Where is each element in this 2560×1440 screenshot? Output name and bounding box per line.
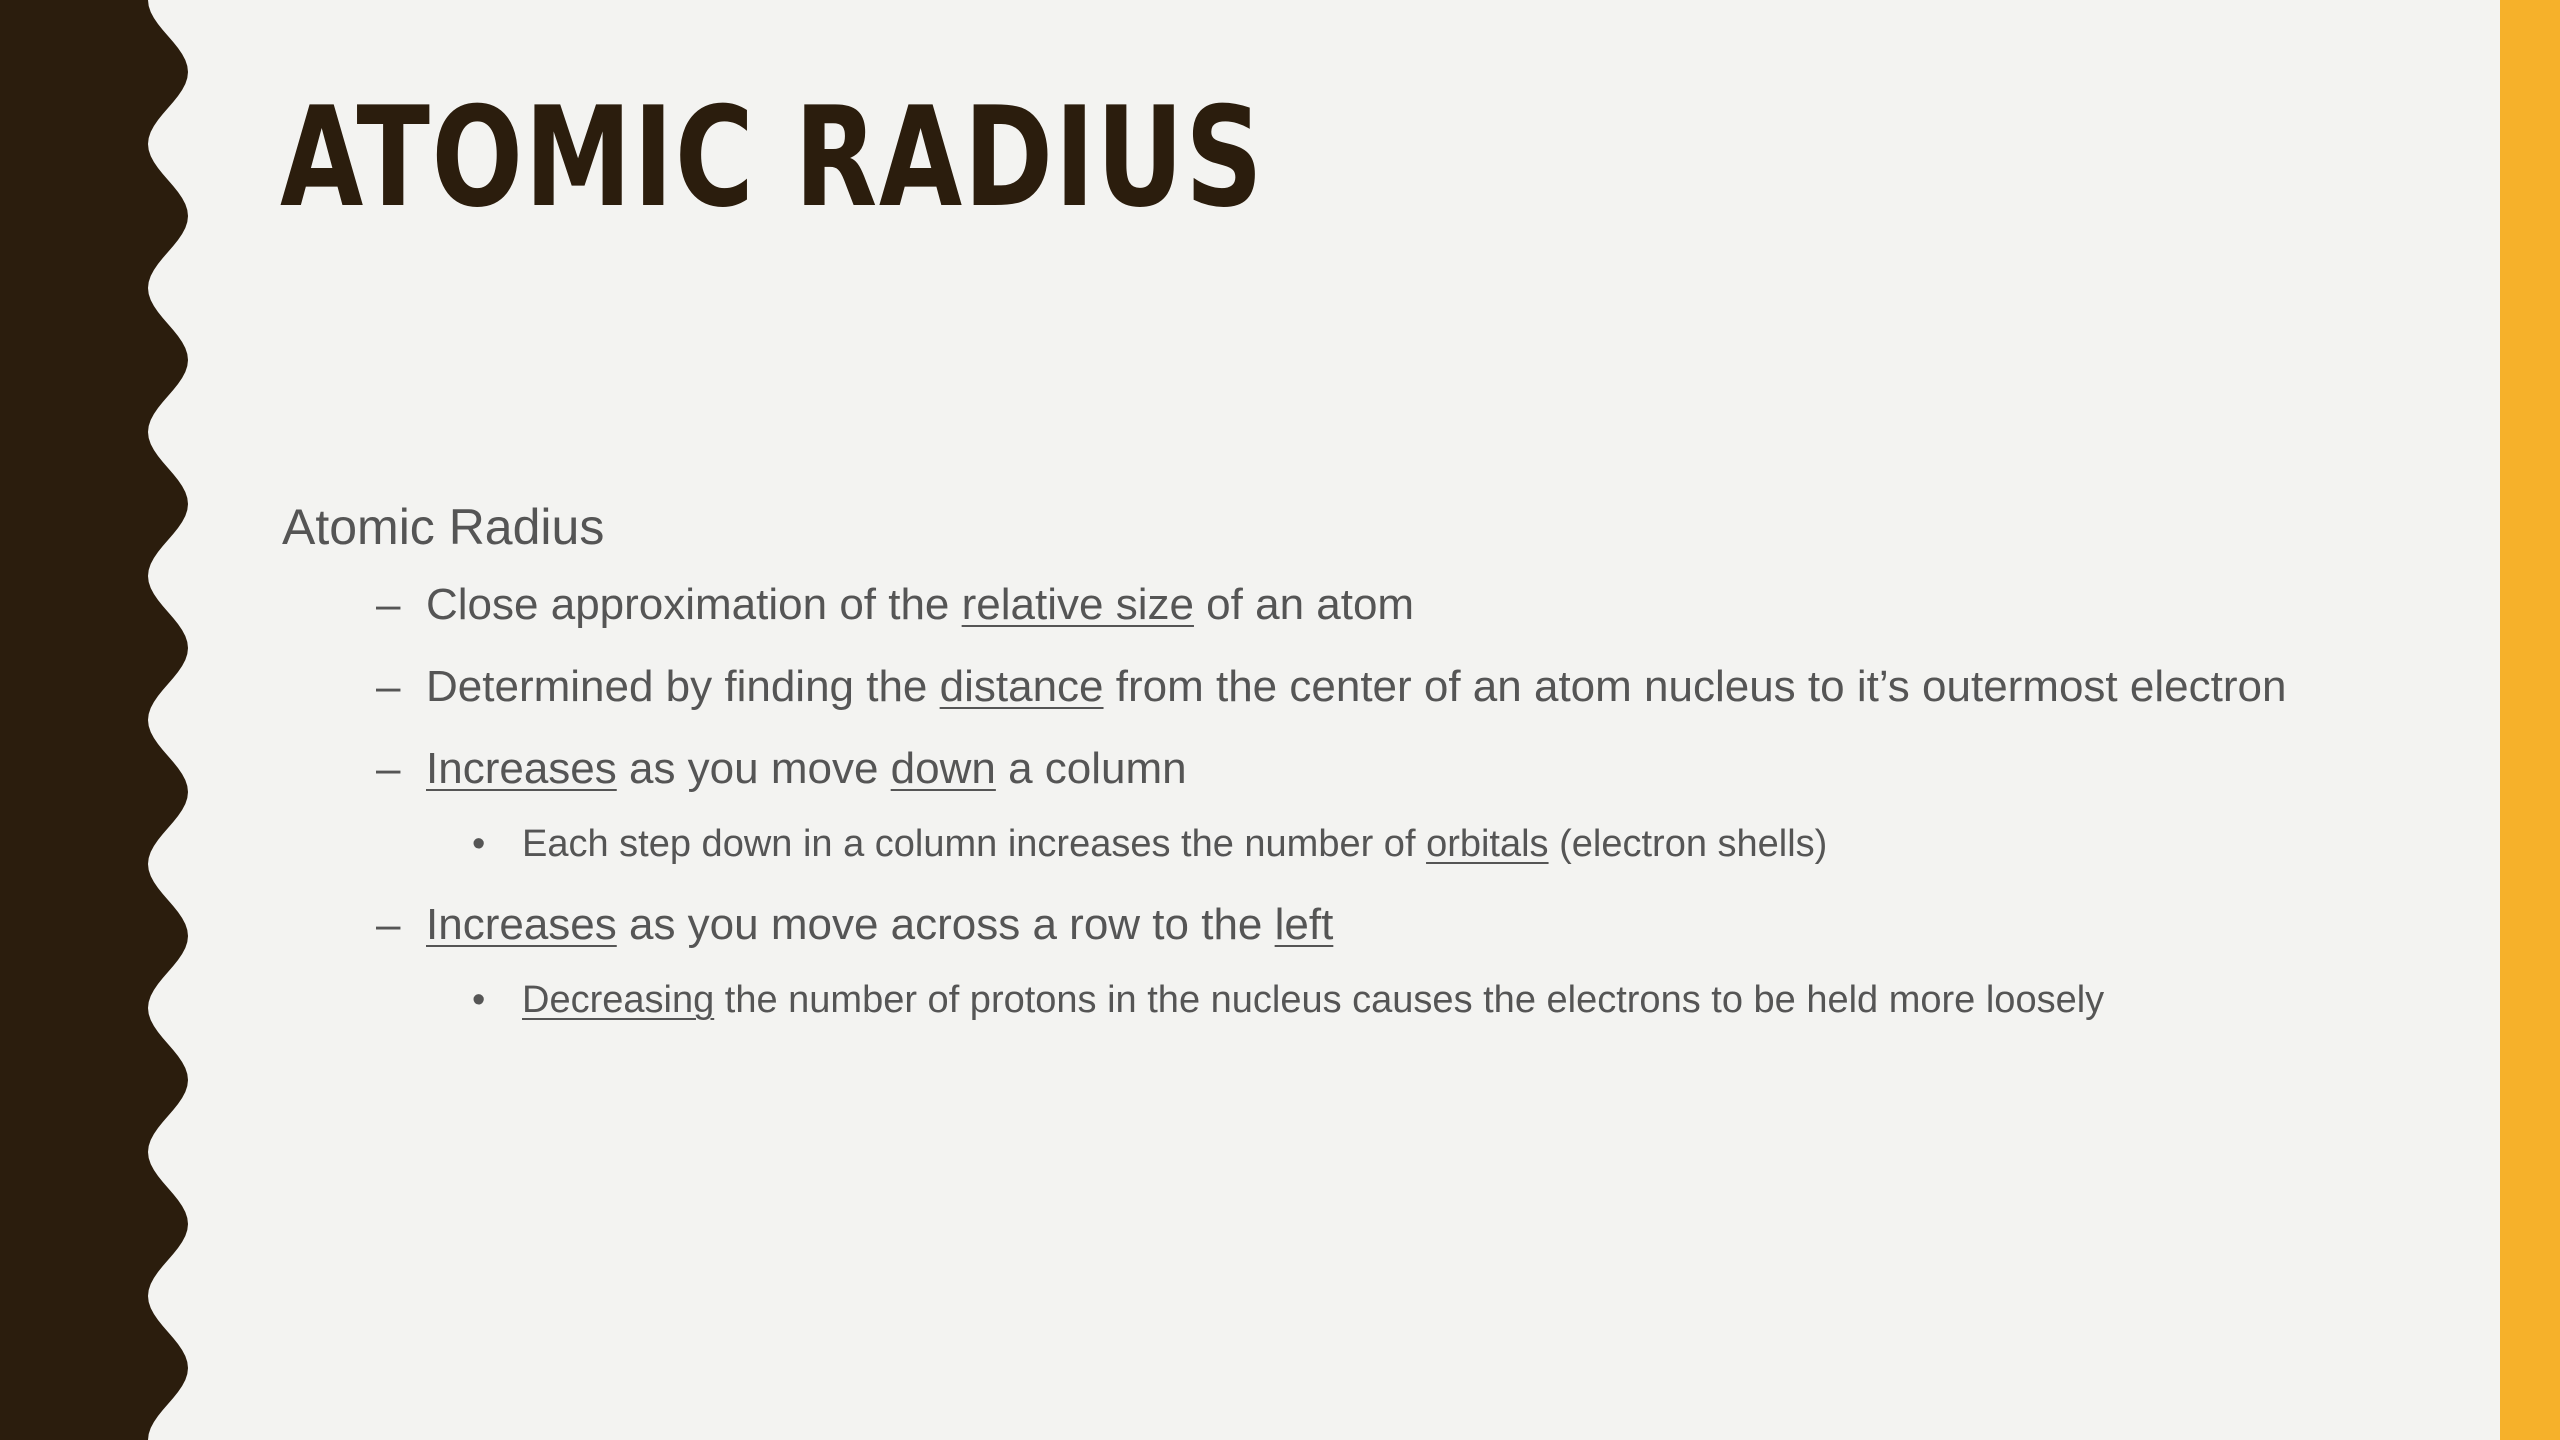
underlined-term: distance — [939, 662, 1104, 711]
bullet-increases-left — [282, 896, 2462, 954]
underlined-term: left — [1274, 900, 1334, 949]
underlined-term: Increases — [426, 744, 617, 793]
dash-bullet: – — [376, 662, 401, 711]
bullet-text: Determined by finding the — [426, 662, 940, 711]
slide-content — [282, 492, 2462, 1052]
dot-bullet: • — [472, 823, 486, 865]
dash-bullet: – — [376, 580, 401, 629]
bullet-text: as you move across a row to the — [616, 900, 1275, 949]
underlined-term: Decreasing — [522, 979, 715, 1021]
underlined-term: Increases — [426, 900, 617, 949]
accent-bar — [2500, 0, 2560, 1440]
sub-bullet-text: (electron shells) — [1548, 823, 1828, 865]
bullet-distance — [282, 658, 2462, 716]
sub-bullet-protons — [282, 974, 2462, 1026]
bullet-text: as you move — [616, 744, 891, 793]
slide-title: ATOMIC RADIUS — [280, 77, 1265, 238]
underlined-term: orbitals — [1426, 823, 1549, 865]
bullet-increases-down — [282, 740, 2462, 798]
bullet-text: Close approximation of the — [426, 580, 962, 629]
bullet-text: from the center of an atom nucleus to it’s outermost electron — [1103, 662, 2287, 711]
dash-bullet: – — [376, 744, 401, 793]
underlined-term: down — [890, 744, 996, 793]
bullet-text: a column — [995, 744, 1187, 793]
sub-bullet-orbitals — [282, 818, 2462, 870]
bullet-text: of an atom — [1193, 580, 1415, 629]
underlined-term: relative size — [961, 580, 1194, 629]
wavy-side-band — [0, 0, 200, 1440]
content-heading: Atomic Radius — [282, 499, 605, 555]
dot-bullet: • — [472, 979, 486, 1021]
dash-bullet: – — [376, 900, 401, 949]
sub-bullet-text: Each step down in a column increases the number of — [522, 823, 1427, 865]
sub-bullet-text: the number of protons in the nucleus causes the electrons to be held more loosely — [714, 979, 2105, 1021]
bullet-relative-size — [282, 576, 2462, 634]
